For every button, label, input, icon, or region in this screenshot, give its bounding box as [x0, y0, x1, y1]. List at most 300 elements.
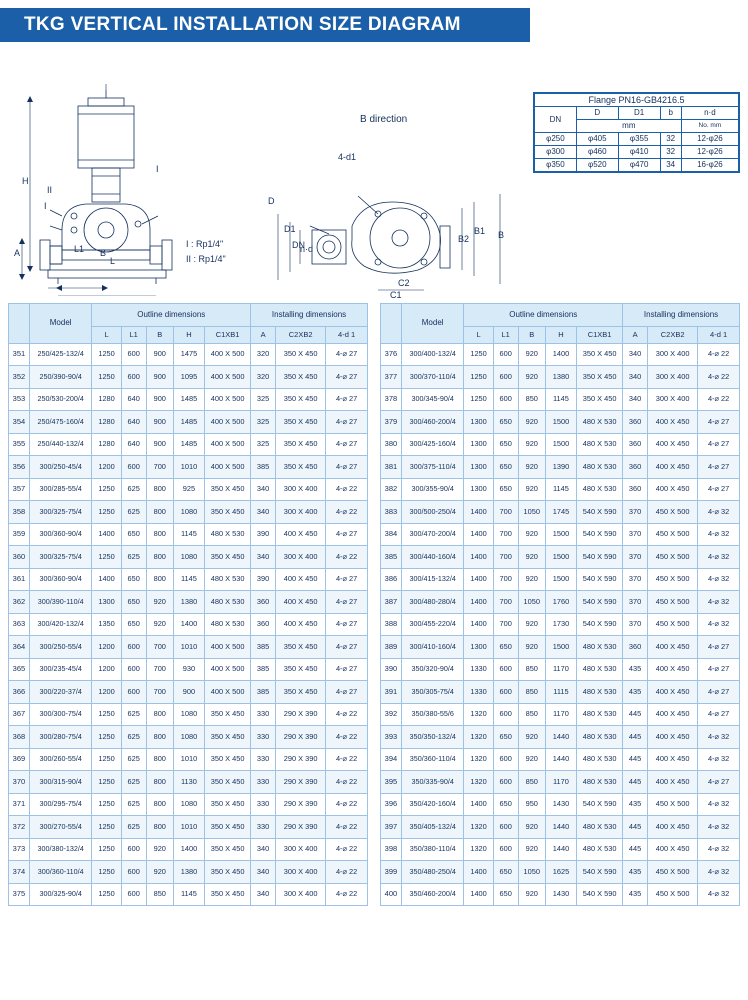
row-cell: 850: [518, 681, 545, 704]
row-cell: 1400: [92, 568, 121, 591]
flange-row: [535, 133, 739, 146]
row-cell: 450 X 500: [648, 501, 698, 524]
row-index: 365: [9, 658, 30, 681]
row-cell: 650: [493, 456, 518, 479]
row-index: 400: [381, 883, 402, 906]
row-cell: 340: [623, 388, 648, 411]
row-model: 300/470-200/4: [401, 523, 464, 546]
row-cell: 1400: [173, 838, 204, 861]
table-row: [9, 478, 368, 501]
row-cell: 900: [146, 433, 173, 456]
row-cell: 1250: [92, 861, 121, 884]
row-cell: 1080: [173, 726, 204, 749]
row-cell: 1400: [545, 343, 576, 366]
row-cell: 4-⌀ 22: [326, 771, 368, 794]
row-cell: 300 X 400: [276, 478, 326, 501]
table-row: [9, 388, 368, 411]
row-cell: 350 X 450: [276, 388, 326, 411]
row-cell: 480 X 530: [577, 658, 623, 681]
row-cell: 625: [121, 771, 146, 794]
th-a-right: A: [623, 326, 648, 343]
th-h-right: H: [545, 326, 576, 343]
row-cell: 920: [146, 838, 173, 861]
th-c1b1-left: C1XB1: [205, 326, 251, 343]
flange-unit-mm: mm: [576, 120, 681, 133]
row-cell: 700: [493, 501, 518, 524]
row-cell: 625: [121, 501, 146, 524]
row-cell: 650: [121, 613, 146, 636]
row-cell: 450 X 500: [648, 523, 698, 546]
row-cell: 450 X 500: [648, 591, 698, 614]
row-cell: 1300: [464, 433, 493, 456]
row-model: 300/300-75/4: [29, 703, 92, 726]
dimension-table-left: [8, 303, 368, 906]
row-model: 300/345-90/4: [401, 388, 464, 411]
row-index: 374: [9, 861, 30, 884]
row-cell: 370: [623, 591, 648, 614]
row-index: 356: [9, 456, 30, 479]
flange-row: [535, 159, 739, 172]
row-cell: 400 X 500: [205, 366, 251, 389]
row-cell: 480 X 530: [577, 816, 623, 839]
row-model: 300/370-110/4: [401, 366, 464, 389]
table-row: [9, 793, 368, 816]
row-cell: 400 X 450: [648, 726, 698, 749]
row-cell: 4-⌀ 22: [326, 883, 368, 906]
row-cell: 850: [518, 658, 545, 681]
row-cell: 1010: [173, 636, 204, 659]
row-cell: 435: [623, 681, 648, 704]
row-cell: 1500: [545, 411, 576, 434]
row-cell: 4-⌀ 27: [326, 343, 368, 366]
dim-label-h: H: [22, 176, 29, 186]
row-index: 370: [9, 771, 30, 794]
row-cell: 600: [493, 343, 518, 366]
row-cell: 1430: [545, 883, 576, 906]
row-cell: 400 X 450: [276, 591, 326, 614]
row-cell: 400 X 450: [648, 838, 698, 861]
label-nd: n·d: [300, 244, 314, 254]
row-cell: 1380: [173, 861, 204, 884]
row-cell: 920: [146, 613, 173, 636]
row-cell: 350 X 450: [276, 636, 326, 659]
row-model: 300/325-75/4: [29, 501, 92, 524]
row-cell: 4-⌀ 27: [326, 681, 368, 704]
row-cell: 480 X 530: [577, 636, 623, 659]
row-cell: 325: [251, 411, 276, 434]
table-row: [9, 591, 368, 614]
row-model: 300/425-160/4: [401, 433, 464, 456]
row-cell: 1250: [92, 726, 121, 749]
row-cell: 650: [493, 636, 518, 659]
row-index: 389: [381, 636, 402, 659]
row-cell: 625: [121, 726, 146, 749]
row-cell: 350 X 450: [205, 546, 251, 569]
table-row: [381, 793, 740, 816]
row-cell: 920: [518, 478, 545, 501]
row-cell: 4-⌀ 27: [326, 433, 368, 456]
row-index: 367: [9, 703, 30, 726]
table-row: [9, 838, 368, 861]
row-cell: 480 X 530: [577, 478, 623, 501]
row-cell: 4-⌀ 27: [698, 658, 740, 681]
row-index: 385: [381, 546, 402, 569]
flange-header-d1: D1: [618, 107, 660, 120]
row-cell: 600: [121, 861, 146, 884]
row-cell: 400 X 450: [648, 703, 698, 726]
row-cell: 600: [493, 366, 518, 389]
row-cell: 850: [518, 703, 545, 726]
row-cell: 340: [251, 546, 276, 569]
row-cell: 1440: [545, 816, 576, 839]
row-cell: 400 X 450: [648, 681, 698, 704]
th-model-left: Model: [29, 304, 92, 344]
row-cell: 350 X 450: [276, 411, 326, 434]
row-cell: 1400: [464, 793, 493, 816]
row-index: 384: [381, 523, 402, 546]
row-cell: 400 X 500: [205, 456, 251, 479]
row-cell: 480 X 530: [205, 591, 251, 614]
row-cell: 1280: [92, 411, 121, 434]
row-cell: 450 X 500: [648, 568, 698, 591]
row-cell: 4-⌀ 27: [698, 456, 740, 479]
row-cell: 1440: [545, 748, 576, 771]
dim-label-l1: L1: [74, 244, 85, 254]
row-cell: 435: [623, 883, 648, 906]
row-cell: 540 X 590: [577, 613, 623, 636]
row-cell: 385: [251, 681, 276, 704]
row-cell: 1250: [464, 388, 493, 411]
row-cell: 480 X 530: [577, 411, 623, 434]
flange-header-b: b: [660, 107, 681, 120]
th-c2b2-left: C2XB2: [276, 326, 326, 343]
row-cell: 350 X 450: [276, 433, 326, 456]
row-index: 352: [9, 366, 30, 389]
row-index: 369: [9, 748, 30, 771]
table-row: [381, 613, 740, 636]
row-cell: 330: [251, 771, 276, 794]
th-installing-right: Installing dimensions: [623, 304, 740, 327]
row-cell: 400 X 450: [276, 523, 326, 546]
row-cell: 800: [146, 748, 173, 771]
row-cell: 300 X 400: [276, 546, 326, 569]
label-b1: B1: [474, 226, 486, 236]
row-index: 364: [9, 636, 30, 659]
flange-cell: 32: [660, 133, 681, 146]
th-a-left: A: [251, 326, 276, 343]
flange-header-nd: n·d: [681, 107, 738, 120]
row-cell: 350 X 450: [205, 793, 251, 816]
dim-label-a: A: [14, 248, 21, 258]
row-cell: 700: [146, 636, 173, 659]
row-cell: 385: [251, 658, 276, 681]
row-cell: 290 X 390: [276, 816, 326, 839]
row-cell: 600: [121, 636, 146, 659]
row-cell: 1250: [92, 366, 121, 389]
row-cell: 4-⌀ 32: [698, 591, 740, 614]
label-b2: B2: [458, 234, 470, 244]
row-cell: 1320: [464, 726, 493, 749]
row-cell: 1330: [464, 681, 493, 704]
flange-cell: φ355: [618, 133, 660, 146]
b-direction-label: B direction: [360, 114, 408, 125]
row-cell: 1010: [173, 456, 204, 479]
row-cell: 600: [121, 658, 146, 681]
row-cell: 600: [493, 816, 518, 839]
row-cell: 1485: [173, 388, 204, 411]
table-row: [9, 726, 368, 749]
row-model: 350/380-110/4: [401, 838, 464, 861]
row-cell: 480 X 530: [577, 748, 623, 771]
row-cell: 920: [518, 748, 545, 771]
row-cell: 300 X 400: [276, 501, 326, 524]
row-cell: 450 X 500: [648, 861, 698, 884]
row-cell: 600: [493, 703, 518, 726]
row-index: 362: [9, 591, 30, 614]
row-cell: 445: [623, 771, 648, 794]
row-cell: 1350: [92, 613, 121, 636]
row-model: 350/320-90/4: [401, 658, 464, 681]
th-l-left: L: [92, 326, 121, 343]
row-cell: 4-⌀ 32: [698, 613, 740, 636]
row-index: 359: [9, 523, 30, 546]
row-cell: 920: [518, 883, 545, 906]
row-cell: 650: [493, 478, 518, 501]
row-cell: 4-⌀ 27: [326, 411, 368, 434]
row-index: 391: [381, 681, 402, 704]
row-cell: 4-⌀ 22: [326, 861, 368, 884]
th-l1-left: L1: [121, 326, 146, 343]
row-cell: 330: [251, 748, 276, 771]
row-cell: 400 X 500: [205, 343, 251, 366]
row-cell: 920: [518, 343, 545, 366]
row-cell: 370: [623, 501, 648, 524]
row-cell: 540 X 590: [577, 501, 623, 524]
row-cell: 1400: [464, 883, 493, 906]
row-cell: 930: [173, 658, 204, 681]
label-c2: C2: [398, 278, 410, 288]
row-cell: 340: [251, 838, 276, 861]
row-cell: 1170: [545, 658, 576, 681]
row-cell: 1145: [545, 388, 576, 411]
row-cell: 1050: [518, 861, 545, 884]
row-cell: 400 X 500: [205, 636, 251, 659]
row-model: 300/250-55/4: [29, 636, 92, 659]
row-cell: 350 X 450: [205, 816, 251, 839]
row-cell: 1400: [464, 861, 493, 884]
table-row: [9, 816, 368, 839]
row-cell: 1080: [173, 793, 204, 816]
row-cell: 950: [518, 793, 545, 816]
row-cell: 1250: [92, 816, 121, 839]
row-cell: 330: [251, 703, 276, 726]
row-model: 300/360-110/4: [29, 861, 92, 884]
table-row: [381, 883, 740, 906]
row-cell: 340: [251, 501, 276, 524]
row-cell: 480 X 530: [205, 523, 251, 546]
row-cell: 330: [251, 726, 276, 749]
row-cell: 700: [493, 568, 518, 591]
table-row: [381, 726, 740, 749]
row-cell: 1170: [545, 703, 576, 726]
row-index: 397: [381, 816, 402, 839]
row-index: 388: [381, 613, 402, 636]
row-cell: 600: [493, 681, 518, 704]
row-index: 355: [9, 433, 30, 456]
row-cell: 1400: [464, 568, 493, 591]
row-cell: 1250: [92, 793, 121, 816]
th-index-right: [381, 304, 402, 344]
row-index: 393: [381, 726, 402, 749]
row-cell: 920: [518, 433, 545, 456]
row-cell: 1095: [173, 366, 204, 389]
flange-caption: Flange PN16-GB4216.5: [535, 94, 739, 107]
row-cell: 350 X 450: [276, 343, 326, 366]
row-cell: 290 X 390: [276, 726, 326, 749]
row-model: 300/325-90/4: [29, 883, 92, 906]
row-cell: 300 X 400: [276, 883, 326, 906]
table-row: [9, 771, 368, 794]
label-d: D: [268, 196, 275, 206]
row-cell: 290 X 390: [276, 703, 326, 726]
row-cell: 350 X 450: [205, 726, 251, 749]
dim-label-b: B: [100, 248, 107, 258]
row-cell: 350 X 450: [205, 771, 251, 794]
row-cell: 1320: [464, 771, 493, 794]
row-cell: 920: [518, 636, 545, 659]
row-cell: 450 X 500: [648, 883, 698, 906]
table-row: [381, 771, 740, 794]
row-cell: 325: [251, 433, 276, 456]
row-cell: 925: [173, 478, 204, 501]
row-cell: 850: [518, 388, 545, 411]
row-cell: 360: [623, 636, 648, 659]
row-cell: 700: [146, 456, 173, 479]
row-cell: 4-⌀ 22: [698, 388, 740, 411]
row-cell: 1050: [518, 591, 545, 614]
label-dn: DN: [292, 240, 305, 250]
row-cell: 1400: [464, 546, 493, 569]
row-cell: 1320: [464, 816, 493, 839]
row-cell: 350 X 450: [205, 703, 251, 726]
row-cell: 1115: [545, 681, 576, 704]
row-cell: 4-⌀ 22: [326, 478, 368, 501]
row-cell: 400 X 500: [205, 658, 251, 681]
row-cell: 1010: [173, 816, 204, 839]
row-cell: 1300: [464, 636, 493, 659]
row-cell: 320: [251, 343, 276, 366]
row-model: 300/360-90/4: [29, 568, 92, 591]
row-cell: 4-⌀ 22: [326, 793, 368, 816]
page-title-bar: [0, 8, 530, 42]
row-model: 250/475-160/4: [29, 411, 92, 434]
row-cell: 700: [493, 523, 518, 546]
row-model: 350/480-250/4: [401, 861, 464, 884]
row-cell: 4-⌀ 32: [698, 546, 740, 569]
flange-cell: φ410: [618, 146, 660, 159]
row-cell: 1400: [464, 591, 493, 614]
row-index: 383: [381, 501, 402, 524]
row-cell: 800: [146, 771, 173, 794]
row-index: 382: [381, 478, 402, 501]
flange-header-d: D: [576, 107, 618, 120]
flange-cell: 16-φ26: [681, 159, 738, 172]
row-cell: 350 X 450: [205, 861, 251, 884]
row-cell: 625: [121, 546, 146, 569]
table-row: [9, 433, 368, 456]
row-cell: 370: [623, 546, 648, 569]
row-cell: 920: [518, 838, 545, 861]
row-cell: 800: [146, 523, 173, 546]
table-row: [9, 501, 368, 524]
row-cell: 600: [493, 658, 518, 681]
row-cell: 435: [623, 793, 648, 816]
row-cell: 4-⌀ 22: [326, 546, 368, 569]
row-cell: 600: [493, 771, 518, 794]
row-cell: 600: [121, 838, 146, 861]
row-cell: 640: [121, 411, 146, 434]
row-cell: 800: [146, 793, 173, 816]
table-row: [381, 838, 740, 861]
row-cell: 4-⌀ 27: [698, 681, 740, 704]
row-cell: 4-⌀ 32: [698, 816, 740, 839]
row-cell: 1280: [92, 433, 121, 456]
th-installing-left: Installing dimensions: [251, 304, 368, 327]
th-model-right: Model: [401, 304, 464, 344]
row-cell: 4-⌀ 32: [698, 726, 740, 749]
row-index: 360: [9, 546, 30, 569]
row-index: 398: [381, 838, 402, 861]
row-cell: 650: [493, 883, 518, 906]
row-cell: 1145: [173, 883, 204, 906]
table-row: [381, 456, 740, 479]
row-cell: 350 X 450: [276, 681, 326, 704]
row-model: 300/325-75/4: [29, 546, 92, 569]
row-cell: 1170: [545, 771, 576, 794]
th-l1-right: L1: [493, 326, 518, 343]
row-cell: 390: [251, 568, 276, 591]
row-cell: 850: [518, 771, 545, 794]
row-cell: 1250: [92, 771, 121, 794]
row-model: 300/250-45/4: [29, 456, 92, 479]
row-model: 300/235-45/4: [29, 658, 92, 681]
row-model: 350/405-132/4: [401, 816, 464, 839]
row-cell: 1080: [173, 703, 204, 726]
row-cell: 625: [121, 793, 146, 816]
row-cell: 340: [251, 861, 276, 884]
flange-cell: 12-φ26: [681, 146, 738, 159]
row-cell: 4-⌀ 27: [326, 388, 368, 411]
row-cell: 1500: [545, 636, 576, 659]
row-cell: 650: [493, 726, 518, 749]
row-cell: 400 X 450: [276, 613, 326, 636]
flange-cell: φ405: [576, 133, 618, 146]
row-cell: 445: [623, 748, 648, 771]
table-row: [9, 861, 368, 884]
row-cell: 1430: [545, 793, 576, 816]
row-cell: 540 X 590: [577, 546, 623, 569]
row-cell: 300 X 400: [648, 343, 698, 366]
row-cell: 800: [146, 816, 173, 839]
row-cell: 350 X 450: [205, 501, 251, 524]
row-cell: 445: [623, 703, 648, 726]
row-cell: 625: [121, 478, 146, 501]
row-cell: 640: [121, 433, 146, 456]
row-cell: 360: [623, 433, 648, 456]
row-cell: 625: [121, 816, 146, 839]
row-cell: 370: [623, 523, 648, 546]
table-row: [381, 388, 740, 411]
